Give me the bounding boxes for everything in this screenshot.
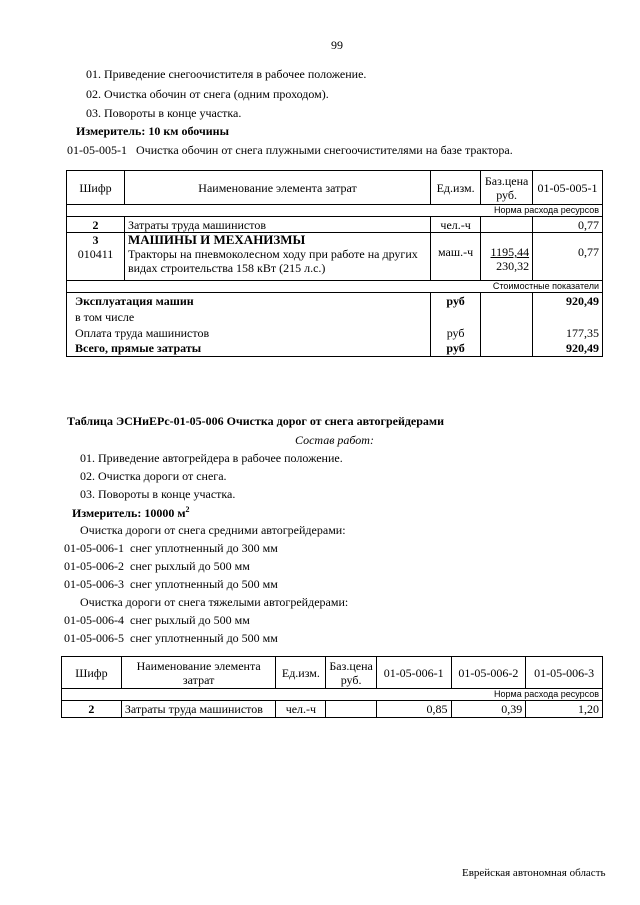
cost-unit: руб bbox=[431, 293, 481, 309]
row-code: 3 010411 bbox=[67, 233, 125, 281]
resource-table-2 bbox=[61, 656, 603, 718]
list-item: 01-05-006-5 снег уплотненный до 500 мм bbox=[64, 631, 278, 645]
header-unit: Ед.изм. bbox=[276, 657, 326, 689]
cost-value: 920,49 bbox=[533, 293, 603, 309]
row-unit: чел.-ч bbox=[431, 217, 481, 233]
header-unit: Ед.изм. bbox=[431, 171, 481, 205]
header-col: 01-05-006-1 bbox=[376, 657, 451, 689]
work-item: 03. Повороты в конце участка. bbox=[80, 487, 236, 501]
resource-table-1 bbox=[66, 170, 603, 357]
row-unit: маш.-ч bbox=[431, 233, 481, 281]
list-item: 01-05-006-3 снег уплотненный до 500 мм bbox=[64, 577, 278, 591]
row-unit: чел.-ч bbox=[276, 701, 326, 718]
row-code: 2 bbox=[67, 217, 125, 233]
cost-name: Эксплуатация машин bbox=[67, 293, 431, 309]
row-code: 2 bbox=[62, 701, 122, 718]
cost-name: Всего, прямые затраты bbox=[67, 341, 431, 357]
row-value: 1,20 bbox=[526, 701, 603, 718]
group-title: Очистка дороги от снега тяжелыми автогрейдерами: bbox=[80, 595, 349, 609]
cost-value: 920,49 bbox=[533, 341, 603, 357]
cost-value: 177,35 bbox=[533, 325, 603, 341]
work-item: 03. Повороты в конце участка. bbox=[86, 106, 242, 120]
row-price: 1195,44 230,32 bbox=[481, 233, 533, 281]
header-col: 01-05-006-2 bbox=[451, 657, 526, 689]
table-title: Таблица ЭСНиЕРс-01-05-006 Очистка дорог от снега автогрейдерами bbox=[67, 414, 445, 428]
cost-label: Стоимостные показатели bbox=[67, 281, 603, 293]
row-value: 0,77 bbox=[533, 233, 603, 281]
header-name: Наименование элемента затрат bbox=[121, 657, 276, 689]
cost-unit: руб bbox=[431, 341, 481, 357]
work-item: 01. Приведение снегоочистителя в рабочее положение. bbox=[86, 67, 367, 81]
row-name: Затраты труда машинистов bbox=[124, 217, 430, 233]
row-value: 0,77 bbox=[533, 217, 603, 233]
work-item: 02. Очистка дороги от снега. bbox=[80, 469, 227, 483]
header-price: Баз.цена руб. bbox=[326, 657, 376, 689]
footer-region: Еврейская автономная область bbox=[462, 867, 606, 879]
group-title: Очистка дороги от снега средними автогрейдерами: bbox=[80, 523, 346, 537]
header-code: Шифр bbox=[67, 171, 125, 205]
header-col: 01-05-006-3 bbox=[526, 657, 603, 689]
row-value: 0,85 bbox=[376, 701, 451, 718]
header-col: 01-05-005-1 bbox=[533, 171, 603, 205]
cost-name: в том числе bbox=[67, 309, 431, 325]
norm-label: Норма расхода ресурсов bbox=[67, 205, 603, 217]
row-name: Затраты труда машинистов bbox=[121, 701, 276, 718]
cost-name: Оплата труда машинистов bbox=[67, 325, 431, 341]
works-title: Состав работ: bbox=[295, 433, 374, 447]
item-description: 01-05-005-1 Очистка обочин от снега плужными снегоочистителями на базе трактора. bbox=[67, 143, 513, 157]
header-name: Наименование элемента затрат bbox=[124, 171, 430, 205]
work-item: 02. Очистка обочин от снега (одним проходом). bbox=[86, 87, 329, 101]
list-item: 01-05-006-1 снег уплотненный до 300 мм bbox=[64, 541, 278, 555]
header-code: Шифр bbox=[62, 657, 122, 689]
row-name: МАШИНЫ И МЕХАНИЗМЫ Тракторы на пневмоколесном ходу при работе на других видах строительства 158 кВт (215 л.с.) bbox=[124, 233, 430, 281]
list-item: 01-05-006-4 снег рыхлый до 500 мм bbox=[64, 613, 250, 627]
meter: Измеритель: 10 км обочины bbox=[76, 124, 229, 138]
norm-label: Норма расхода ресурсов bbox=[62, 689, 603, 701]
list-item: 01-05-006-2 снег рыхлый до 500 мм bbox=[64, 559, 250, 573]
header-price: Баз.цена руб. bbox=[481, 171, 533, 205]
page-number: 99 bbox=[331, 38, 343, 52]
meter: Измеритель: 10000 $м^2$ bbox=[72, 505, 190, 520]
cost-unit: руб bbox=[431, 325, 481, 341]
work-item: 01. Приведение автогрейдера в рабочее положение. bbox=[80, 451, 343, 465]
row-value: 0,39 bbox=[451, 701, 526, 718]
